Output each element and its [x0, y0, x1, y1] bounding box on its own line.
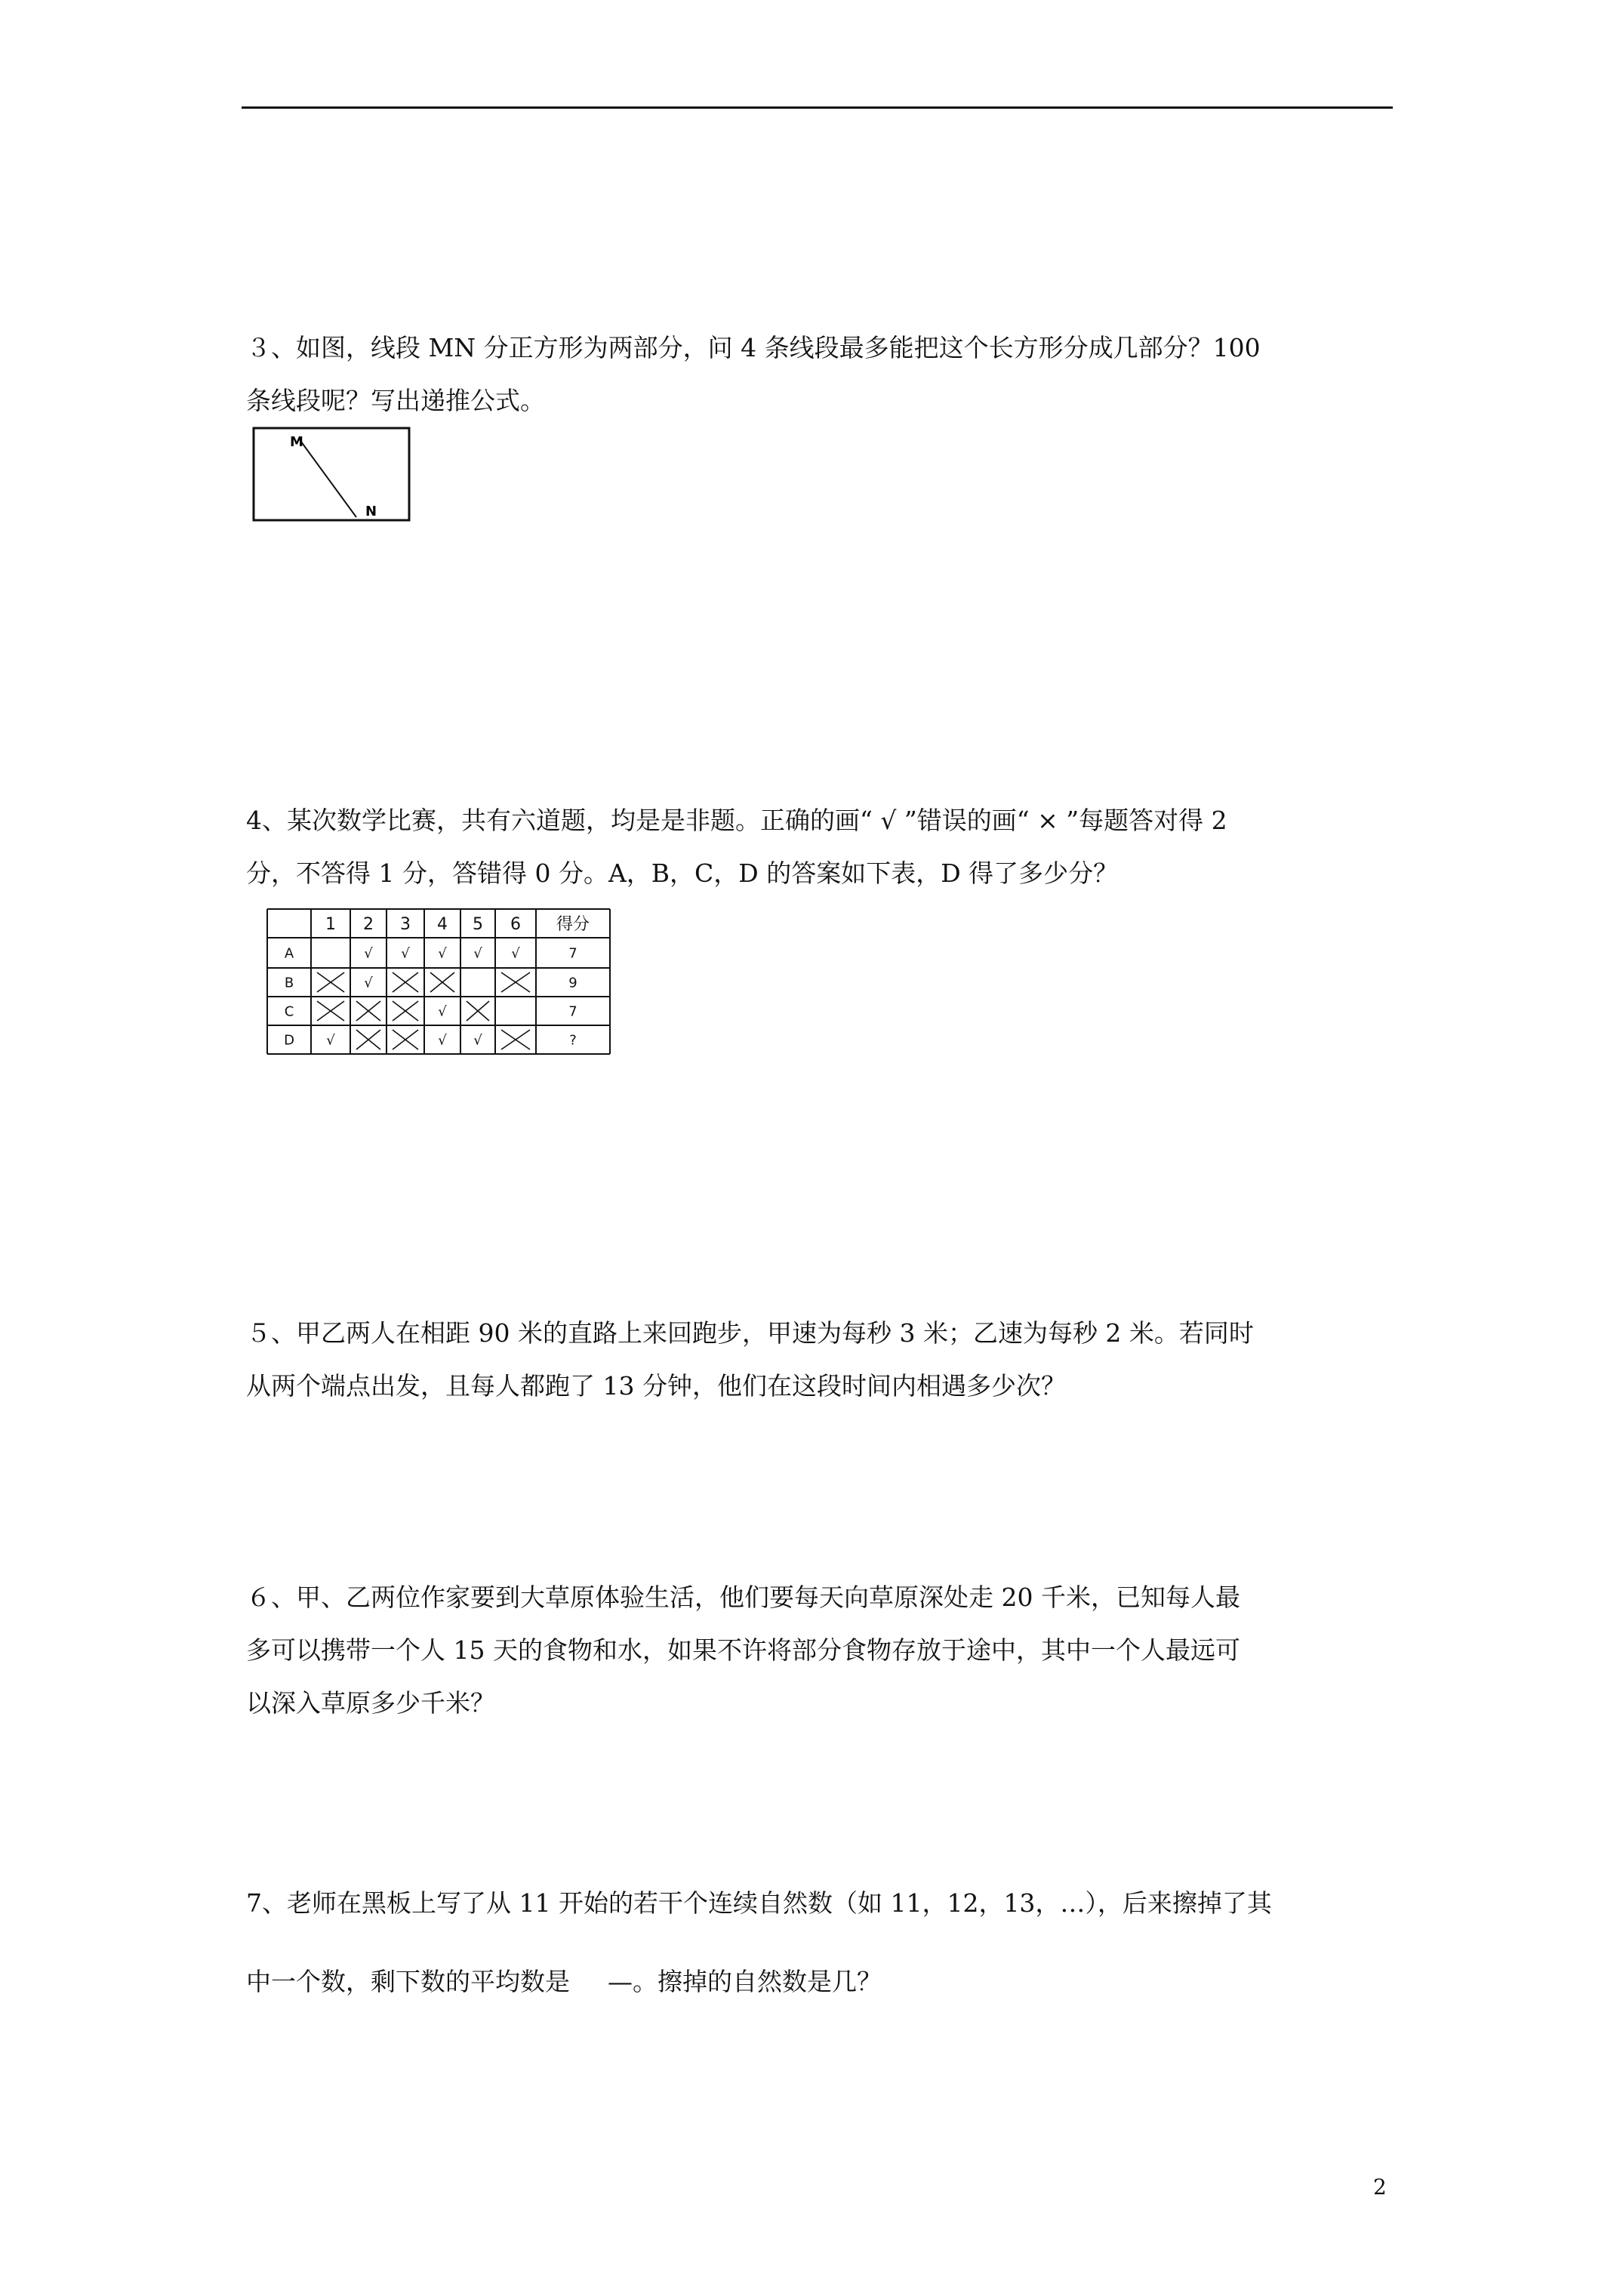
table-header-cell: 1	[325, 914, 336, 934]
question-7-line-1: 7、老师在黑板上写了从 11 开始的若干个连续自然数（如 11，12，13，…），后来擦掉了其	[246, 1888, 1272, 1918]
question-6	[246, 1571, 1394, 1730]
table-score-cell: 7	[568, 1003, 577, 1020]
header-rule	[242, 106, 1393, 109]
question-6-line-2: 多可以携带一个人 15 天的食物和水，如果不许将部分食物存放于途中，其中一个人最远可	[246, 1635, 1240, 1665]
question-3	[246, 322, 1394, 427]
segment-mn	[299, 439, 356, 517]
table-row-label: D	[284, 1032, 294, 1049]
check-mark: √	[364, 975, 373, 991]
table-header-cell: 4	[437, 914, 448, 934]
answer-score-table	[266, 908, 611, 1059]
label-n: N	[365, 504, 377, 519]
table-header-cell: 得分	[556, 914, 590, 934]
check-mark: √	[473, 945, 482, 962]
check-mark: √	[438, 945, 447, 962]
table-row-label: C	[284, 1003, 294, 1020]
question-4	[246, 794, 1394, 900]
table-score-cell: 9	[568, 975, 577, 991]
rectangle-mn-figure	[252, 427, 411, 522]
rectangle-outline	[254, 428, 409, 520]
check-mark: √	[438, 1032, 447, 1049]
table-header-cell: 5	[473, 914, 483, 934]
question-3-line-1: ３、如图，线段 MN 分正方形为两部分，问 4 条线段最多能把这个长方形分成几部分？100	[246, 333, 1261, 362]
question-6-line-3: 以深入草原多少千米？	[246, 1688, 495, 1718]
label-m: M	[290, 434, 303, 450]
check-mark: √	[473, 1032, 482, 1049]
check-mark: √	[364, 945, 373, 962]
check-mark: √	[326, 1032, 335, 1049]
question-7-line-2-end: —。擦掉的自然数是几？	[608, 1967, 882, 1996]
table-score-cell: ?	[569, 1032, 577, 1049]
check-mark: √	[511, 945, 520, 962]
check-mark: √	[401, 945, 410, 962]
question-7-line-2-start: 中一个数，剩下数的平均数是	[246, 1967, 570, 1996]
question-5-line-2: 从两个端点出发，且每人都跑了 13 分钟，他们在这段时间内相遇多少次？	[246, 1371, 1066, 1401]
question-4-line-1: 4、某次数学比赛，共有六道题，均是是非题。正确的画“ √ ”错误的画“ × ”每题答对得 2	[246, 806, 1227, 835]
table-header-cell: 2	[363, 914, 374, 934]
table-row-label: A	[284, 945, 294, 962]
question-7	[246, 1864, 1394, 2021]
question-7-line-2	[246, 1943, 1394, 2021]
question-5-line-1: ５、甲乙两人在相距 90 米的直路上来回跑步，甲速为每秒 3 米；乙速为每秒 2 米。若同时	[246, 1318, 1254, 1348]
table-row-label: B	[284, 975, 294, 991]
question-6-line-1: ６、甲、乙两位作家要到大草原体验生活，他们要每天向草原深处走 20 千米，已知每人最	[246, 1583, 1240, 1612]
table-header-cell: 6	[510, 914, 521, 934]
table-score-cell: 7	[568, 945, 577, 962]
question-3-line-2: 条线段呢？写出递推公式。	[246, 386, 545, 415]
question-4-line-2: 分，不答得 1 分，答错得 0 分。A，B，C，D 的答案如下表，D 得了多少分？	[246, 858, 1119, 888]
check-mark: √	[438, 1003, 447, 1020]
question-5	[246, 1307, 1394, 1413]
table-header-cell: 3	[400, 914, 411, 934]
page-number: 2	[1373, 2174, 1387, 2199]
